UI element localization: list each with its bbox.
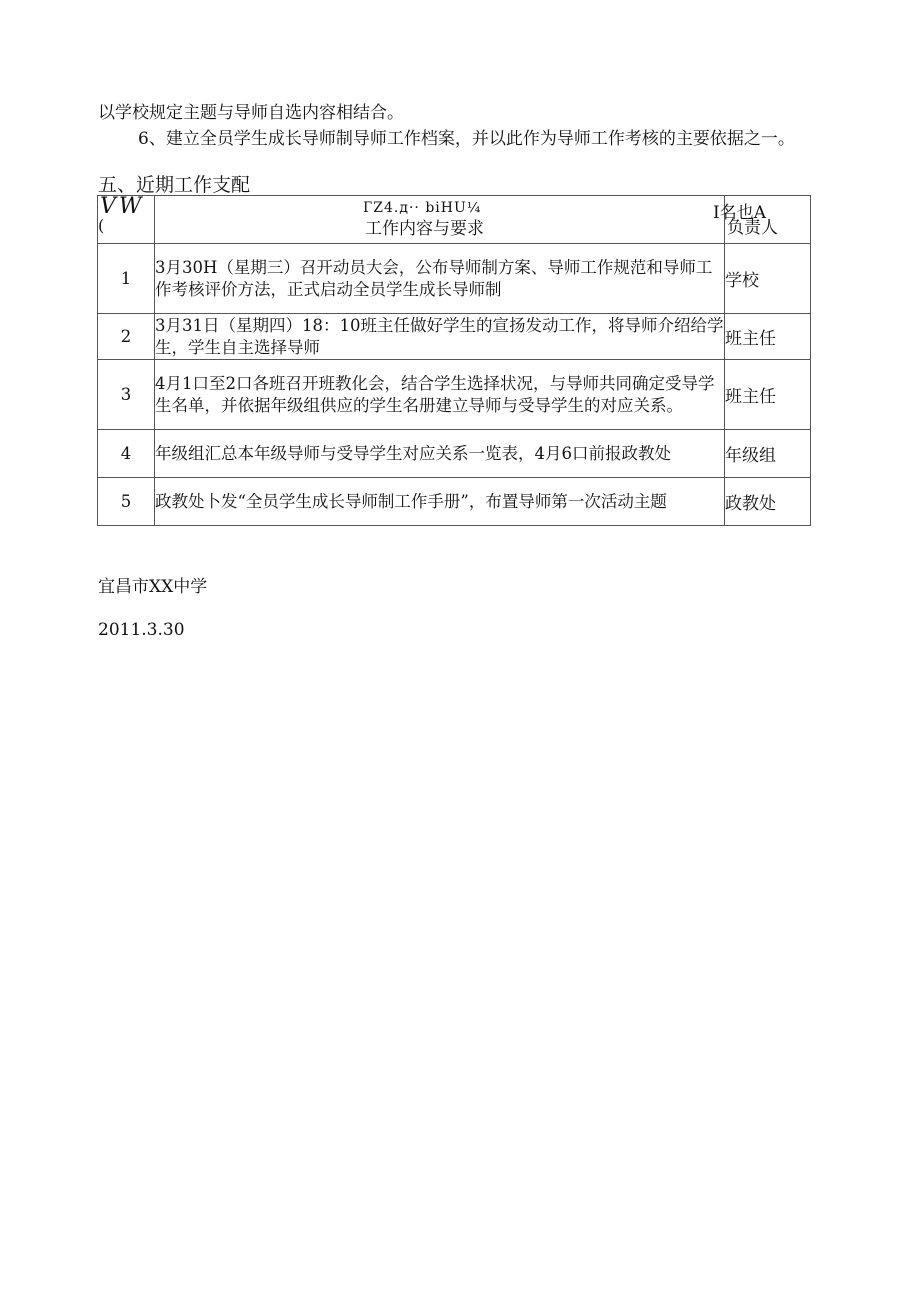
header-owner-label: 负责人: [727, 218, 778, 238]
row-content: 3月30H（星期三）召开动员大会，公布导师制方案、导师工作规范和导师工作考核评价方法，正式启动全员学生成长导师制: [155, 244, 725, 314]
table-row: [98, 478, 811, 526]
section-heading: 五、近期工作支配: [98, 174, 251, 196]
row-owner: 年级组: [725, 430, 811, 478]
work-schedule-table: [97, 195, 811, 526]
header-number-cell: [98, 196, 155, 244]
row-number: 2: [98, 314, 155, 360]
table-row: [98, 244, 811, 314]
table-row: [98, 360, 811, 430]
row-number: 3: [98, 360, 155, 430]
row-owner: 班主任: [725, 314, 811, 360]
row-owner: 班主任: [725, 360, 811, 430]
table-row: [98, 314, 811, 360]
row-content: 政教处卜发“全员学生成长导师制工作手册”，布置导师第一次活动主题: [155, 478, 725, 526]
row-number: 5: [98, 478, 155, 526]
header-content-cell: [155, 196, 725, 244]
document-date: 2011.3.30: [98, 620, 185, 640]
header-number-overlay-2: (: [98, 216, 105, 235]
row-content: 3月31日（星期四）18：10班主任做好学生的宣扬发动工作，将导师介绍给学生，学生自主选择导师: [155, 314, 725, 360]
school-name: 宜昌市XX中学: [98, 577, 208, 597]
table-row: [98, 430, 811, 478]
paragraph-item-6: 6、建立全员学生成长导师制导师工作档案，并以此作为导师工作考核的主要依据之一。: [138, 129, 795, 149]
row-number: 4: [98, 430, 155, 478]
row-owner: 学校: [725, 244, 811, 314]
table-header-row: [98, 196, 811, 244]
row-owner: 政教处: [725, 478, 811, 526]
paragraph-line: 以学校规定主题与导师自选内容相结合。: [98, 103, 404, 123]
row-number: 1: [98, 244, 155, 314]
header-number-overlay: VW: [100, 194, 145, 219]
header-owner-overlay: I名也A: [713, 203, 766, 223]
header-content-label: 工作内容与要求: [365, 219, 484, 239]
row-content: 年级组汇总本年级导师与受导学生对应关系一览表，4月6口前报政教处: [155, 430, 725, 478]
row-content: 4月1口至2口各班召开班教化会，结合学生选择状况，与导师共同确定受导学生名单，并依据年级组供应的学生名册建立导师与受导学生的对应关系。: [155, 360, 725, 430]
header-content-overlay: ГZ4.д·· biHU¼: [363, 200, 482, 216]
header-owner-cell: [713, 196, 811, 244]
